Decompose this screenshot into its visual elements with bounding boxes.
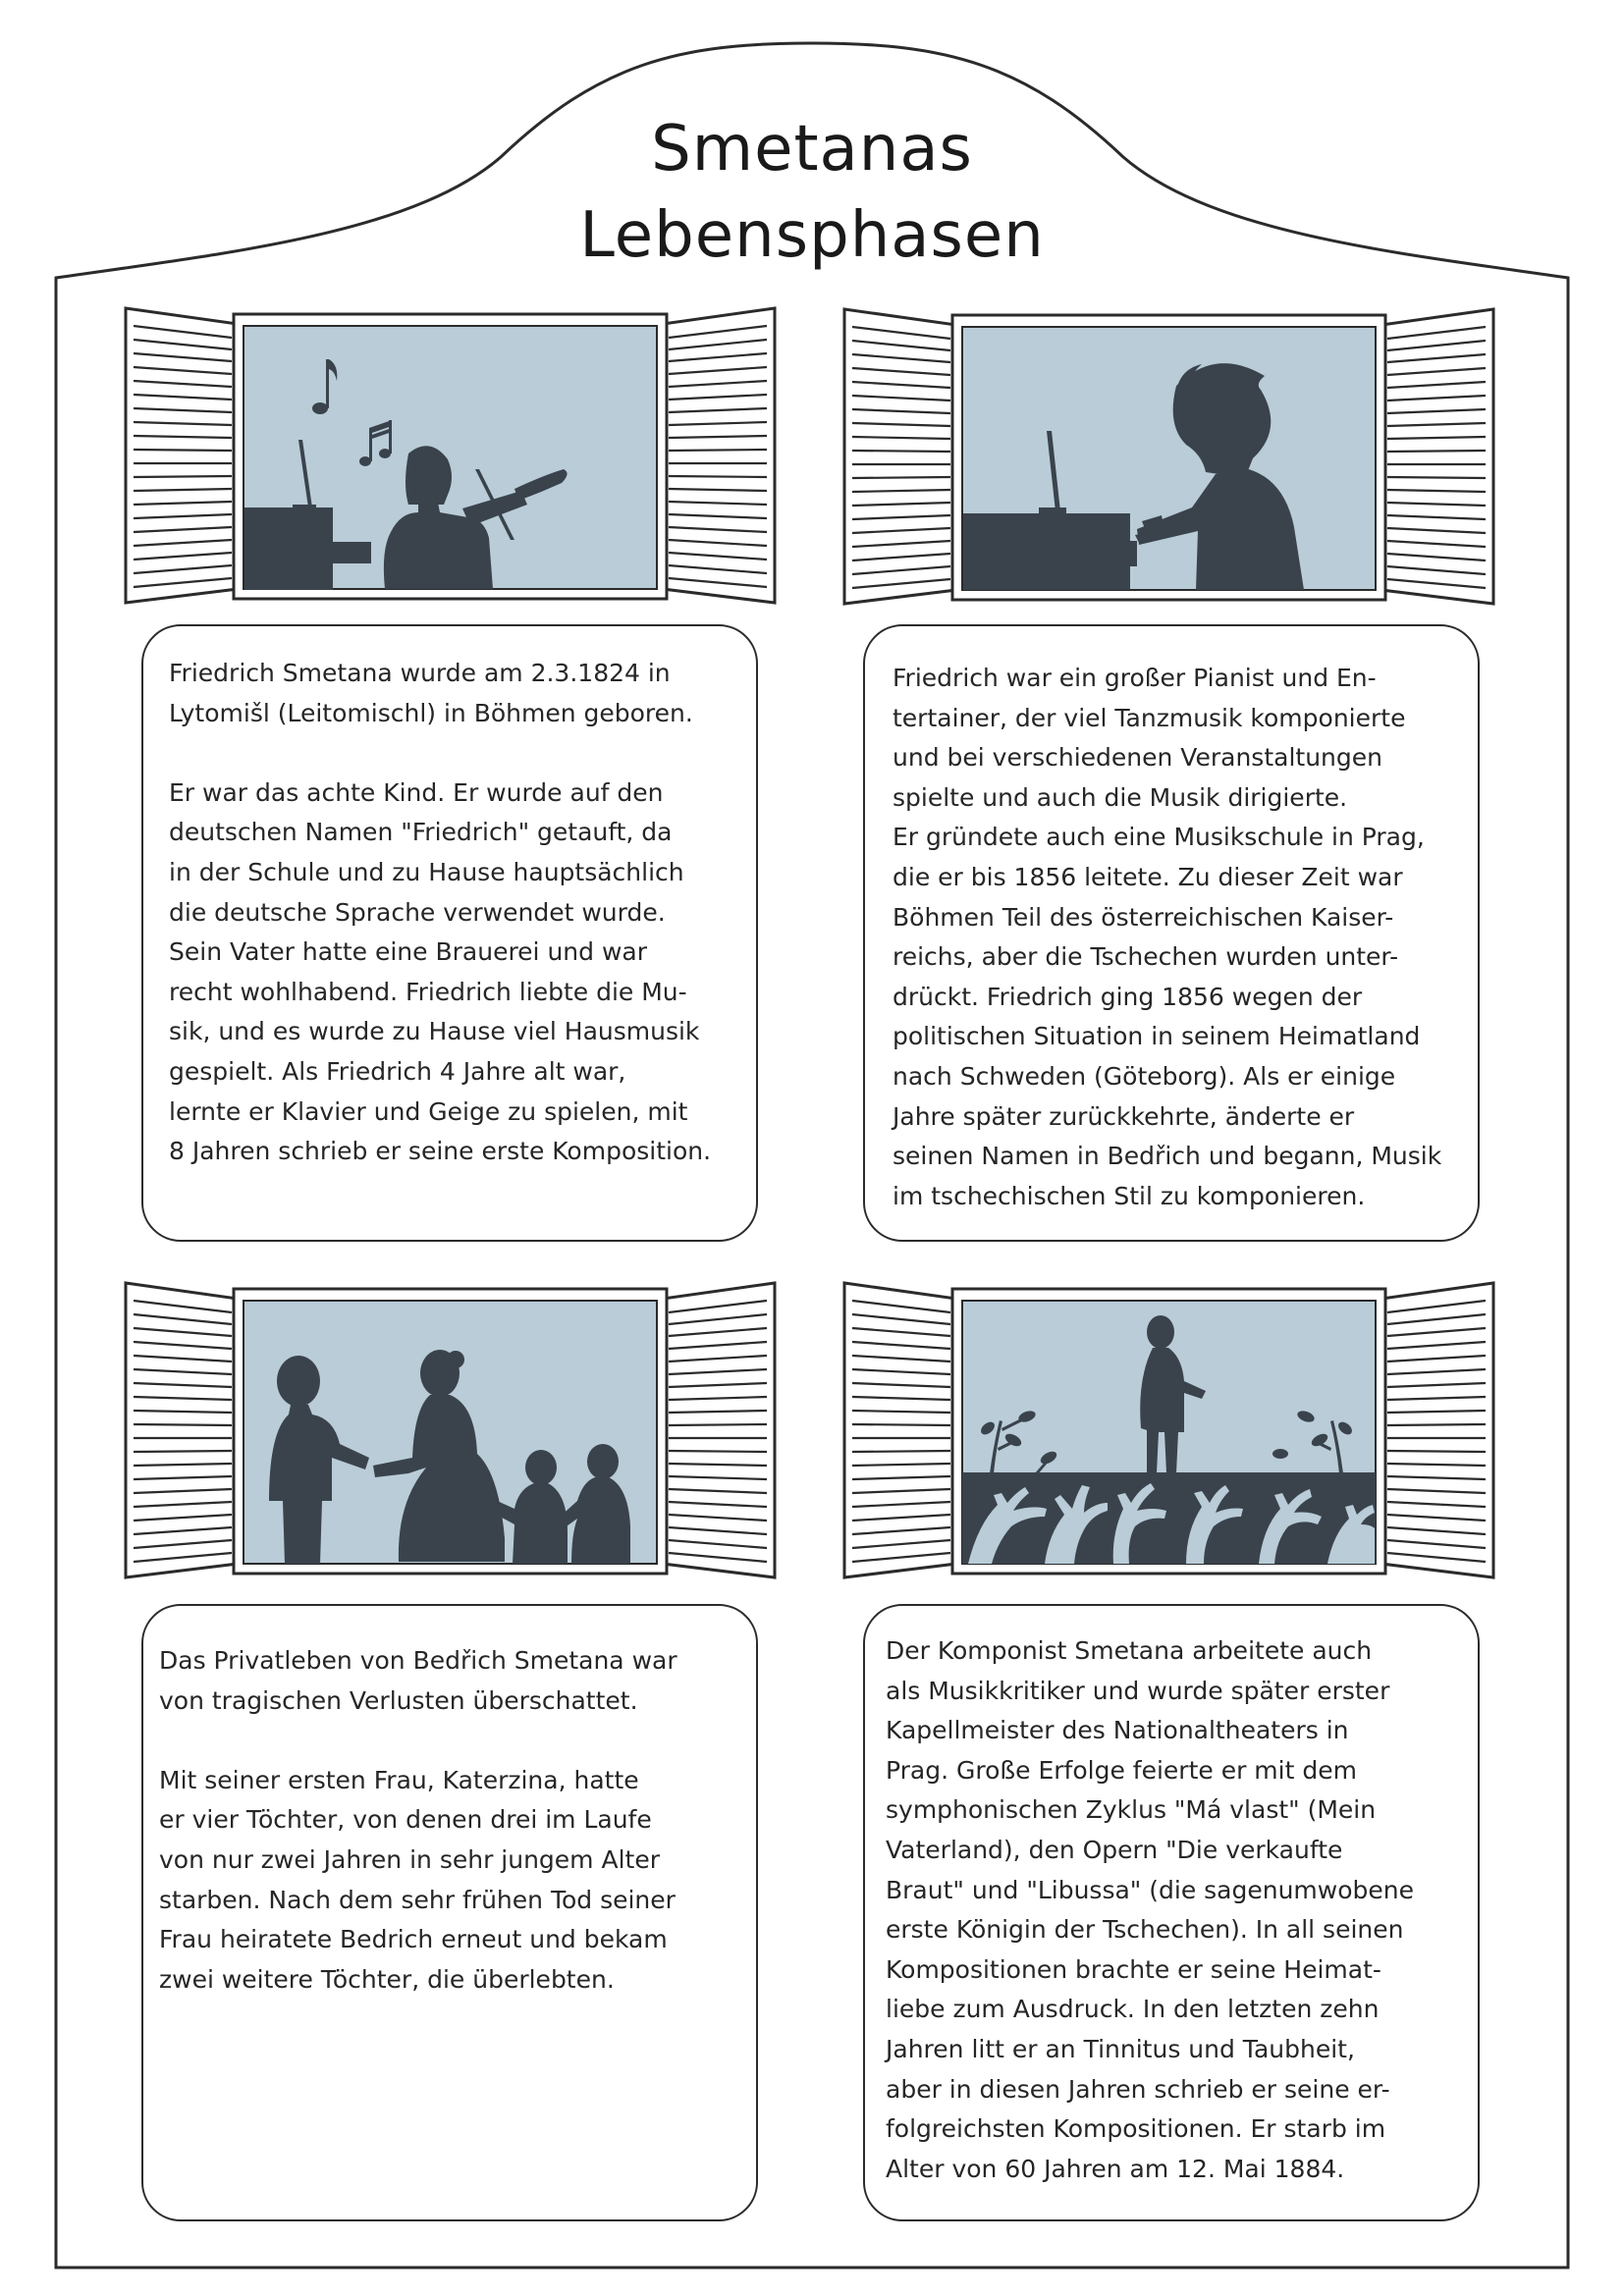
right-shutter xyxy=(1381,309,1493,604)
violin-piano-scene-icon xyxy=(124,306,777,606)
left-shutter xyxy=(126,308,238,603)
left-shutter xyxy=(844,1283,956,1577)
text-box-birth xyxy=(141,624,758,1242)
right-shutter xyxy=(1381,1283,1493,1577)
pianist-scene-icon xyxy=(842,307,1495,607)
text-paragraph: Friedrich Smetana wurde am 2.3.1824 in Lytomišl (Leitomischl) in Böhmen geboren. xyxy=(169,659,693,727)
text-paragraph: Mit seiner ersten Frau, Katerzina, hatte er vier Töchter, von denen drei im Laufe von nur zwei Jahren in sehr jungem Alter starben. Nach dem sehr frühen Tod seiner Frau heiratete Bedrich erneut und bekam zwei weitere Töchter, die überlebten. xyxy=(159,1765,676,1994)
right-shutter xyxy=(663,1283,775,1577)
page-title-line2: Lebensphasen xyxy=(579,199,1045,272)
text-paragraph: Friedrich war ein großer Pianist und En- tertainer, der viel Tanzmusik komponierte und bei verschiedenen Veranstaltungen spielte und auch die Musik dirigierte. Er gründete auch eine Musikschule in Prag, die er bis 1856 leitete. Zu dieser Zeit war Böhmen Teil des österreichischen Kaiser- reichs, aber die Tschechen wurden unter- drückt. Friedrich ging 1856 wegen der politischen Situation in seinem Heimatland nach Schweden (Göteborg). Als er einige Jahre später zurückkehrte, änderte er seinen Namen in Bedřich und begann, Musik im tschechischen Stil zu komponieren. xyxy=(893,664,1442,1210)
left-shutter xyxy=(844,309,956,604)
text-box-private-life xyxy=(141,1604,758,2221)
text-paragraph: Der Komponist Smetana arbeitete auch als Musikkritiker und wurde später erster Kapellmeister des Nationaltheaters in Prag. Große Erfolge feierte er mit dem symphonischen Zyklus "Má vlast" (Mein Vaterland), den Opern "Die verkaufte Braut" und "Libussa" (die sagenumwobene erste Königin der Tschechen). In all seinen Kompositionen brachte er seine Heimat- liebe zum Ausdruck. In den letzten zehn Jahren litt er an Tinnitus und Taubheit, aber in diesen Jahren schrieb er seine er- folgreichsten Kompositionen. Er starb im Alter von 60 Jahren am 12. Mai 1884. xyxy=(886,1636,1415,2183)
text-box-late-works xyxy=(863,1604,1480,2221)
left-shutter xyxy=(126,1283,238,1577)
text-box-career xyxy=(863,624,1480,1242)
page-title-line1: Smetanas xyxy=(651,113,973,186)
text-paragraph: Das Privatleben von Bedřich Smetana war von tragischen Verlusten überschattet. xyxy=(159,1646,677,1715)
right-shutter xyxy=(663,308,775,603)
text-paragraph: Er war das achte Kind. Er wurde auf den deutschen Namen "Friedrich" getauft, da in der Schule und zu Hause hauptsächlich die deutsche Sprache verwendet wurde. Sein Vater hatte eine Brauerei und war recht wohlhabend. Friedrich liebte die Mu- sik, und es wurde zu Hause viel Hausmusik gespielt. Als Friedrich 4 Jahre alt war, lernte er Klavier und Geige zu spielen, mit 8 Jahren schrieb er seine erste Komposition. xyxy=(169,777,712,1166)
page-title xyxy=(517,106,1107,279)
family-scene-icon xyxy=(124,1281,777,1580)
applause-stage-scene-icon xyxy=(842,1281,1495,1580)
